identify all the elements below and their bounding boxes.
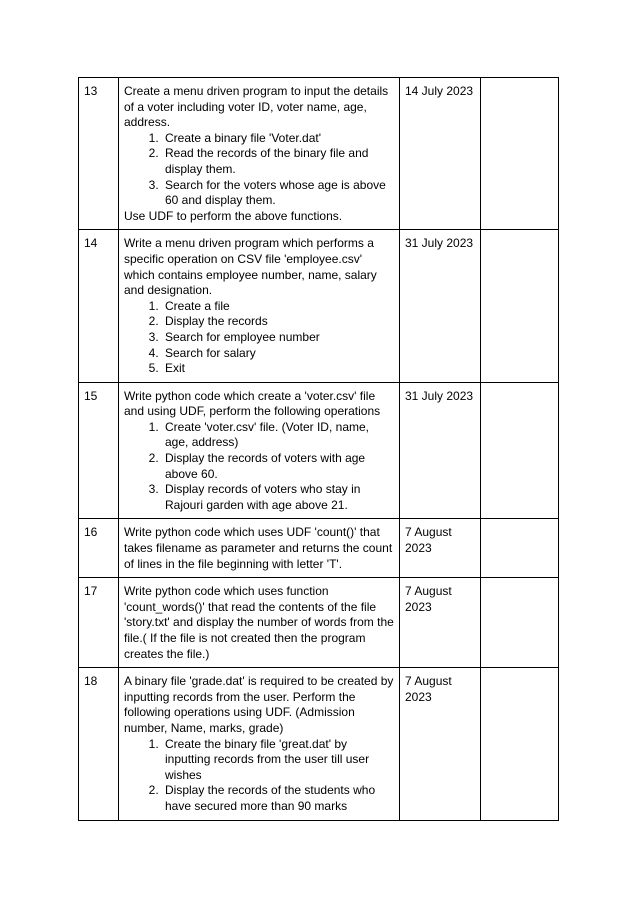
task-step: 1. Create a file: [162, 299, 395, 315]
task-steps-list: [124, 737, 395, 815]
task-description-cell: [119, 78, 400, 230]
task-step: 2. Display the records: [162, 314, 395, 330]
table-row: [79, 668, 559, 820]
row-number-cell: 14: [79, 230, 119, 382]
table-row: [79, 382, 559, 519]
task-step: 5. Exit: [162, 361, 395, 377]
date-cell: 31 July 2023: [400, 382, 481, 519]
table-row: [79, 578, 559, 668]
task-intro: A binary file 'grade.dat' is required to be created by inputting records from the user. Perform the following operations using UDF. (Admission number, Name, marks, grade): [124, 674, 394, 735]
date-cell: 31 July 2023: [400, 230, 481, 382]
task-step: 3. Search for the voters whose age is above 60 and display them.: [162, 178, 395, 209]
row-number-cell: 18: [79, 668, 119, 820]
task-step: 1. Create the binary file 'great.dat' by inputting records from the user till user wishes: [162, 737, 395, 784]
task-step: 1. Create a binary file 'Voter.dat': [162, 131, 395, 147]
task-intro: Write python code which create a 'voter.csv' file and using UDF, perform the following operations: [124, 388, 381, 419]
date-cell: 14 July 2023: [400, 78, 481, 230]
task-step: 3. Display records of voters who stay in Rajouri garden with age above 21.: [162, 482, 395, 513]
task-description-cell: [119, 578, 400, 668]
task-steps-list: [124, 420, 395, 514]
program-list-table: [78, 77, 559, 821]
date-cell: 7 August 2023: [400, 668, 481, 820]
table-row: [79, 230, 559, 382]
task-intro: Write a menu driven program which performs a specific operation on CSV file 'employee.csv' which contains employee number, name, salary and designation.: [124, 236, 377, 298]
task-description-cell: [119, 668, 400, 820]
row-number-cell: 16: [79, 519, 119, 578]
signature-cell: [481, 668, 559, 820]
task-intro: Write python code which uses UDF 'count()' that takes filename as parameter and returns the count of lines in the file beginning with letter 'T'.: [124, 525, 393, 571]
task-outro: Use UDF to perform the above functions.: [124, 208, 343, 223]
task-intro: Write python code which uses function 'count_words()' that read the contents of the file 'story.txt' and display the number of words from the file.( If the file is not created then the program creates the file.): [124, 584, 394, 661]
task-steps-list: [124, 299, 395, 377]
date-cell: 7 August 2023: [400, 519, 481, 578]
row-number-cell: 15: [79, 382, 119, 519]
table-body: [79, 78, 559, 821]
signature-cell: [481, 382, 559, 519]
date-cell: 7 August 2023: [400, 578, 481, 668]
signature-cell: [481, 230, 559, 382]
task-step: 2. Display the records of voters with age above 60.: [162, 451, 395, 482]
signature-cell: [481, 519, 559, 578]
row-number-cell: 13: [79, 78, 119, 230]
task-step: 1. Create 'voter.csv' file. (Voter ID, name, age, address): [162, 420, 395, 451]
task-intro: Create a menu driven program to input the details of a voter including voter ID, voter name, age, address.: [124, 84, 389, 130]
task-description-cell: [119, 519, 400, 578]
task-step: 3. Search for employee number: [162, 330, 395, 346]
row-number-cell: 17: [79, 578, 119, 668]
table-row: [79, 519, 559, 578]
task-description-cell: [119, 230, 400, 382]
table-row: [79, 78, 559, 230]
signature-cell: [481, 78, 559, 230]
task-step: 4. Search for salary: [162, 346, 395, 362]
signature-cell: [481, 578, 559, 668]
task-steps-list: [124, 131, 395, 209]
task-step: 2. Display the records of the students who have secured more than 90 marks: [162, 783, 395, 814]
task-step: 2. Read the records of the binary file and display them.: [162, 146, 395, 177]
task-description-cell: [119, 382, 400, 519]
